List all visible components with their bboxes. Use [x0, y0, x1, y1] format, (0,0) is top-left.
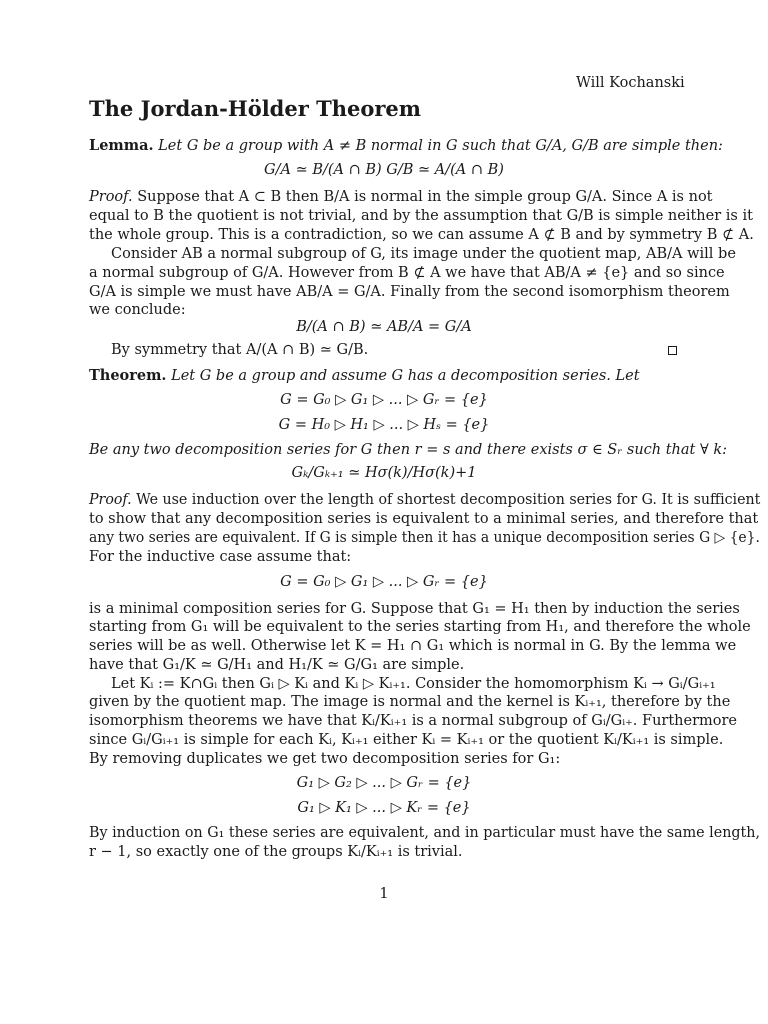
proof1-line-4: a normal subgroup of G/A. However from B ⊄ A we have that AB/A ≠ {e} and so since: [89, 265, 725, 281]
proof2-line-1: to show that any decomposition series is equivalent to a minimal series, and therefore that: [89, 511, 759, 527]
proof2-line-14: r − 1, so exactly one of the groups Kᵢ/Kᵢ₊₁ is trivial.: [89, 844, 463, 860]
proof2-line-10: isomorphism theorems we have that Kᵢ/Kᵢ₊₁ is a normal subgroup of Gᵢ/Gᵢ₊. Furthermore: [89, 713, 738, 729]
qed-square-icon: [668, 346, 677, 355]
theorem-label: Theorem.: [89, 367, 167, 384]
proof1-display: B/(A ∩ B) ≃ AB/A = G/A: [296, 319, 472, 335]
theorem-display: Gₖ/Gₖ₊₁ ≃ Hσ(k)/Hσ(k)+1: [291, 465, 477, 481]
proof2-line-4: is a minimal composition series for G. Suppose that G₁ = H₁ then by induction the series: [89, 601, 740, 617]
proof1-line-6: we conclude:: [89, 302, 186, 318]
theorem-text: Let G be a group and assume G has a decomposition series. Let: [171, 368, 640, 384]
proof1-label: Proof.: [89, 189, 133, 205]
lemma-text: Let G be a group with A ≠ B normal in G such that G/A, G/B are simple then:: [158, 138, 723, 154]
proof2-line-3: For the inductive case assume that:: [89, 549, 352, 565]
lemma-label: Lemma.: [89, 137, 154, 154]
theorem-statement: [89, 367, 640, 385]
theorem-series-g: G = G₀ ▷ G₁ ▷ ... ▷ Gᵣ = {e}: [280, 392, 488, 408]
lemma-statement: [89, 137, 723, 155]
proof2-line-6: series will be as well. Otherwise let K = H₁ ∩ G₁ which is normal in G. By the lemma we: [89, 638, 737, 654]
proof2-display-1: G = G₀ ▷ G₁ ▷ ... ▷ Gᵣ = {e}: [280, 574, 488, 590]
proof2-line-9: given by the quotient map. The image is normal and the kernel is Kᵢ₊₁, therefore by the: [89, 694, 731, 710]
proof2-line-0: [89, 491, 760, 509]
author: Will Kochanski: [576, 75, 685, 91]
proof2-line-13: By induction on G₁ these series are equivalent, and in particular must have the same length,: [89, 825, 761, 841]
proof1-closing: By symmetry that A/(A ∩ B) ≃ G/B.: [111, 342, 369, 358]
proof2-line-8: Let Kᵢ := K∩Gᵢ then Gᵢ ▷ Kᵢ and Kᵢ ▷ Kᵢ₊₁. Consider the homomorphism Kᵢ → Gᵢ/Gᵢ₊₁: [111, 676, 716, 692]
proof2-line-11: since Gᵢ/Gᵢ₊₁ is simple for each Kᵢ, Kᵢ₊₁ either Kᵢ = Kᵢ₊₁ or the quotient Kᵢ/Kᵢ₊₁ is simple.: [89, 732, 724, 748]
proof2-text: We use induction over the length of shortest decomposition series for G. It is sufficient: [136, 492, 761, 508]
theorem-series-h: G = H₀ ▷ H₁ ▷ ... ▷ Hₛ = {e}: [278, 417, 490, 433]
proof1-line-1: equal to B the quotient is not trivial, and by the assumption that G/B is simple neither is it: [89, 208, 753, 224]
proof1-line-3: Consider AB a normal subgroup of G, its image under the quotient map, AB/A will be: [111, 246, 736, 262]
proof2-line-5: starting from G₁ will be equivalent to the series starting from H₁, and therefore the whole: [89, 619, 751, 635]
proof1-line-2: the whole group. This is a contradiction, so we can assume A ⊄ B and by symmetry B ⊄ A.: [89, 227, 754, 243]
page-title: The Jordan-Hölder Theorem: [89, 96, 422, 121]
proof2-line-7: have that G₁/K ≃ G/H₁ and H₁/K ≃ G/G₁ are simple.: [89, 657, 465, 673]
lemma-display: G/A ≃ B/(A ∩ B) G/B ≃ A/(A ∩ B): [264, 162, 504, 178]
proof2-display-2: G₁ ▷ G₂ ▷ ... ▷ Gᵣ = {e}: [296, 775, 472, 791]
proof1-text: Suppose that A ⊂ B then B/A is normal in the simple group G/A. Since A is not: [137, 189, 713, 205]
proof2-display-3: G₁ ▷ K₁ ▷ ... ▷ Kᵣ = {e}: [297, 800, 471, 816]
proof1-line-0: [89, 188, 713, 206]
proof2-line-12: By removing duplicates we get two decomposition series for G₁:: [89, 751, 561, 767]
proof1-line-5: G/A is simple we must have AB/A = G/A. Finally from the second isomorphism theorem: [89, 284, 730, 300]
proof2-line-2: any two series are equivalent. If G is simple then it has a unique decomposition series G ▷ {e}.: [89, 530, 760, 546]
page-number: 1: [379, 886, 389, 902]
proof2-label: Proof.: [89, 492, 132, 508]
theorem-continuation: Be any two decomposition series for G then r = s and there exists σ ∈ Sᵣ such that ∀ k:: [89, 442, 728, 458]
